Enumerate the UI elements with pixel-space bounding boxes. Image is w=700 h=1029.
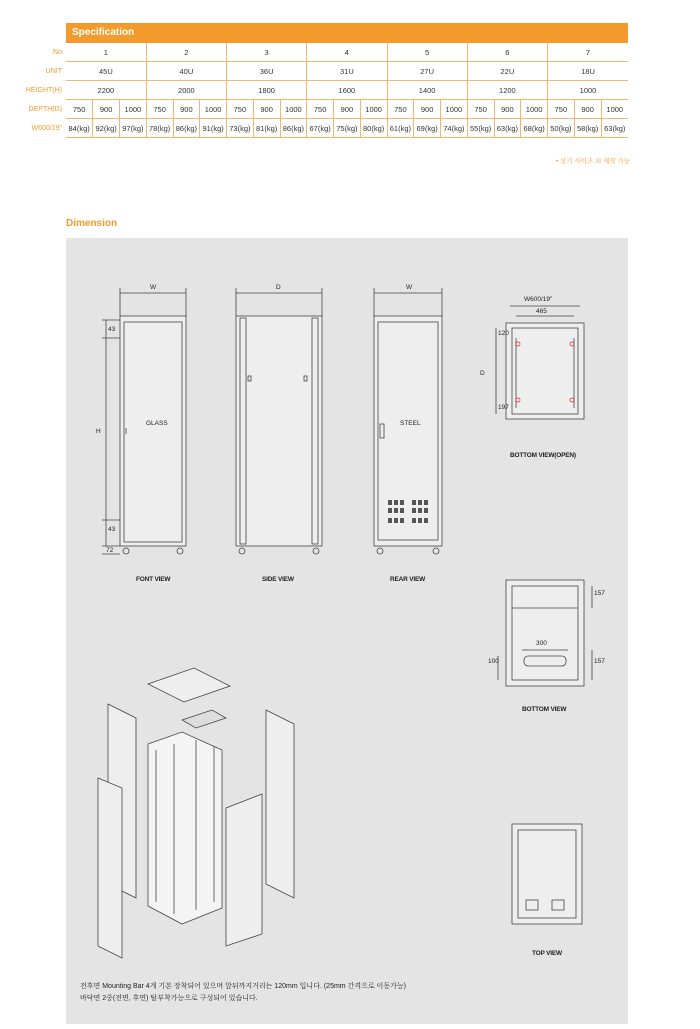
cell-height: 2000	[146, 81, 226, 100]
dim-d-side: D	[276, 284, 281, 291]
side-view-drawing	[236, 288, 322, 554]
row-depth	[66, 100, 628, 119]
cell-depth: 900	[574, 100, 601, 119]
row-label-no: No	[53, 49, 62, 56]
dim-bo-465: 465	[536, 308, 547, 315]
cell-weight: 63(kg)	[601, 119, 628, 138]
dimension-footer-note	[80, 981, 406, 1005]
exploded-view-drawing	[98, 668, 294, 958]
cell-depth: 900	[253, 100, 280, 119]
cell-weight: 55(kg)	[467, 119, 494, 138]
cell-unit: 45U	[66, 62, 146, 81]
cell-weight: 50(kg)	[548, 119, 575, 138]
cell-depth: 900	[173, 100, 200, 119]
dim-72: 72	[106, 547, 114, 554]
side-view-label: SIDE VIEW	[262, 576, 294, 583]
cell-depth: 1000	[601, 100, 628, 119]
label-glass: GLASS	[146, 420, 168, 427]
spec-table	[66, 43, 628, 138]
cell-depth: 750	[146, 100, 173, 119]
top-view-drawing	[512, 824, 582, 924]
cell-depth: 1000	[280, 100, 307, 119]
cell-no: 3	[227, 43, 307, 62]
footer-line-2: 바닥면 2중(전면, 후면) 탈부착가능으로 구성되어 있습니다.	[80, 995, 258, 1002]
cell-depth: 1000	[521, 100, 548, 119]
dim-w-front: W	[150, 284, 157, 291]
dim-h: H	[96, 428, 101, 435]
row-weight	[66, 119, 628, 138]
cell-no: 5	[387, 43, 467, 62]
cell-height: 1400	[387, 81, 467, 100]
cell-weight: 69(kg)	[414, 119, 441, 138]
cell-depth: 750	[66, 100, 93, 119]
cell-depth: 750	[387, 100, 414, 119]
dim-bo-197: 197	[498, 404, 509, 411]
cell-weight: 61(kg)	[387, 119, 414, 138]
cell-depth: 900	[414, 100, 441, 119]
cell-weight: 86(kg)	[280, 119, 307, 138]
bottom-view-drawing	[498, 580, 592, 686]
cell-weight: 58(kg)	[574, 119, 601, 138]
cell-no: 4	[307, 43, 387, 62]
specification-section	[66, 23, 628, 138]
row-label-weight: W600/19"	[31, 125, 62, 132]
spec-row-labels	[0, 43, 64, 138]
cell-weight: 81(kg)	[253, 119, 280, 138]
dimension-title: Dimension	[66, 218, 118, 229]
cell-unit: 36U	[227, 62, 307, 81]
cell-height: 1600	[307, 81, 387, 100]
cell-depth: 750	[307, 100, 334, 119]
dim-b-100: 100	[488, 658, 499, 665]
row-height	[66, 81, 628, 100]
drawing-canvas	[66, 238, 628, 1024]
cell-weight: 80(kg)	[360, 119, 387, 138]
cell-unit: 22U	[467, 62, 547, 81]
cell-depth: 1000	[120, 100, 147, 119]
cell-weight: 75(kg)	[334, 119, 361, 138]
dim-b-300: 300	[536, 640, 547, 647]
cell-depth: 750	[227, 100, 254, 119]
row-label-height: HEIGHT(H)	[25, 87, 62, 94]
cell-depth: 750	[548, 100, 575, 119]
row-no	[66, 43, 628, 62]
front-view-label: FONT VIEW	[136, 576, 171, 583]
dim-b-157b: 157	[594, 658, 605, 665]
cell-height: 1200	[467, 81, 547, 100]
cell-depth: 900	[494, 100, 521, 119]
dimension-panel	[66, 238, 628, 1024]
cell-weight: 63(kg)	[494, 119, 521, 138]
cell-unit: 18U	[548, 62, 629, 81]
dim-43-top: 43	[108, 326, 116, 333]
dim-bo-width: W600/19"	[524, 296, 553, 303]
cell-weight: 91(kg)	[200, 119, 227, 138]
cell-no: 7	[548, 43, 629, 62]
cell-weight: 67(kg)	[307, 119, 334, 138]
dim-bo-120: 120	[498, 330, 509, 337]
bottom-view-open-drawing	[496, 306, 584, 419]
bottom-view-label: BOTTOM VIEW	[522, 706, 567, 713]
row-unit	[66, 62, 628, 81]
cell-unit: 27U	[387, 62, 467, 81]
cell-weight: 92(kg)	[93, 119, 120, 138]
cell-weight: 68(kg)	[521, 119, 548, 138]
rear-view-label: REAR VIEW	[390, 576, 426, 583]
top-view-label: TOP VIEW	[532, 950, 562, 957]
dim-bo-d: D	[480, 370, 485, 377]
row-label-unit: UNIT	[45, 68, 62, 75]
dim-43-bottom: 43	[108, 526, 116, 533]
cell-unit: 31U	[307, 62, 387, 81]
cell-height: 1800	[227, 81, 307, 100]
cell-height: 2200	[66, 81, 146, 100]
row-label-depth: DEPTH(D)	[28, 106, 62, 113]
cell-depth: 1000	[441, 100, 468, 119]
cell-depth: 900	[93, 100, 120, 119]
bottom-view-open-label: BOTTOM VIEW(OPEN)	[510, 452, 576, 459]
spec-note: • 상기 사이즈 외 제작 가능	[555, 158, 630, 165]
cell-unit: 40U	[146, 62, 226, 81]
cell-weight: 78(kg)	[146, 119, 173, 138]
footer-line-1: 전후면 Mounting Bar 4개 기본 장착되어 있으며 앞뒤까지거리는 120mm 입니다. (25mm 간격으로 이동가능)	[80, 983, 406, 990]
cell-depth: 1000	[360, 100, 387, 119]
cell-no: 1	[66, 43, 146, 62]
cell-weight: 74(kg)	[441, 119, 468, 138]
cell-depth: 750	[467, 100, 494, 119]
cell-weight: 97(kg)	[120, 119, 147, 138]
cell-weight: 73(kg)	[227, 119, 254, 138]
cell-height: 1000	[548, 81, 629, 100]
cell-no: 6	[467, 43, 547, 62]
cell-depth: 1000	[200, 100, 227, 119]
label-steel: STEEL	[400, 420, 421, 427]
specification-title: Specification	[66, 23, 628, 43]
cell-no: 2	[146, 43, 226, 62]
cell-weight: 84(kg)	[66, 119, 93, 138]
dim-w-rear: W	[406, 284, 413, 291]
cell-weight: 86(kg)	[173, 119, 200, 138]
cell-depth: 900	[334, 100, 361, 119]
dim-b-157a: 157	[594, 590, 605, 597]
